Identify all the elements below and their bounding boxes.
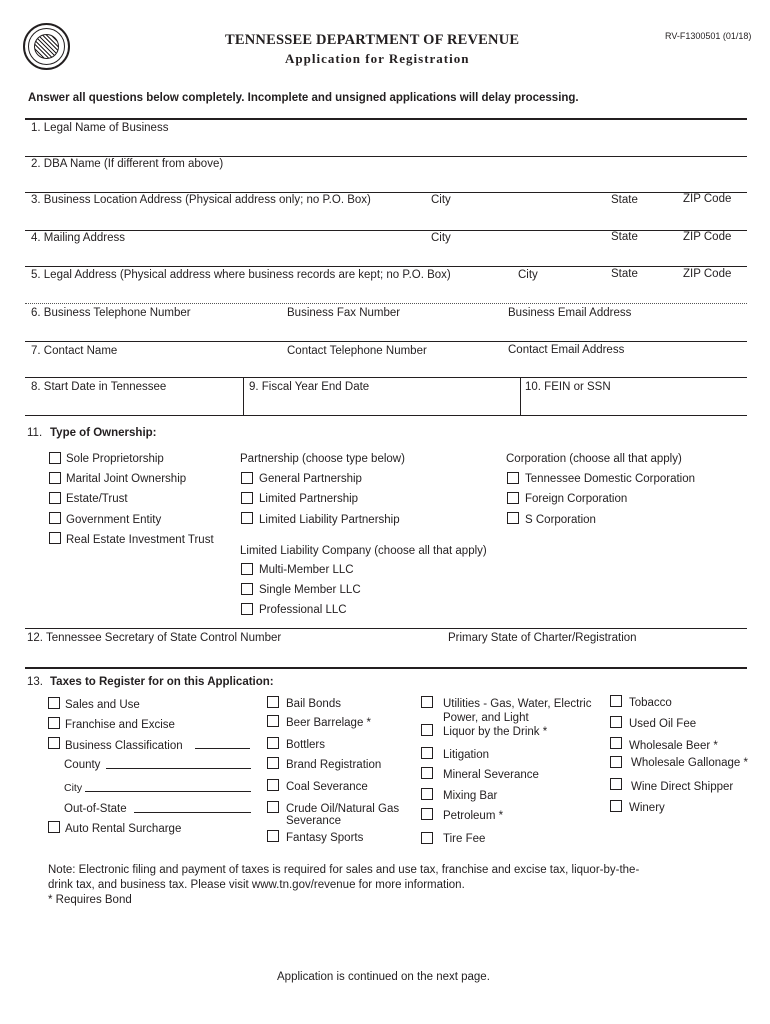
general-partnership-checkbox[interactable] bbox=[241, 472, 253, 484]
section-rule bbox=[25, 667, 747, 669]
franchise-excise-checkbox[interactable] bbox=[48, 717, 60, 729]
row-divider bbox=[25, 192, 747, 193]
note-line-2 bbox=[48, 879, 465, 891]
corporation-heading: Corporation (choose all that apply) bbox=[506, 453, 682, 465]
ownership-heading: Type of Ownership: bbox=[50, 427, 157, 439]
city-label: City bbox=[64, 782, 83, 794]
row-divider bbox=[25, 341, 747, 342]
business-classification-checkbox[interactable] bbox=[48, 737, 60, 749]
start-date-label: 8. Start Date in Tennessee bbox=[31, 381, 167, 393]
beer-barrelage-checkbox[interactable] bbox=[267, 715, 279, 727]
mailing-address-label: 4. Mailing Address bbox=[31, 232, 125, 244]
legal-state-label: State bbox=[611, 268, 638, 280]
taxes-number: 13. bbox=[27, 676, 43, 688]
contact-phone-label: Contact Telephone Number bbox=[287, 345, 427, 357]
instructions: Answer all questions below completely. Incomplete and unsigned applications will delay processing. bbox=[28, 92, 579, 104]
legal-name-label: 1. Legal Name of Business bbox=[31, 122, 169, 134]
cell-divider bbox=[243, 377, 244, 415]
row-divider bbox=[25, 415, 747, 416]
estate-trust-checkbox[interactable] bbox=[49, 492, 61, 504]
single-member-llc-checkbox[interactable] bbox=[241, 583, 253, 595]
fantasy-sports-label: Fantasy Sports bbox=[286, 832, 364, 844]
business-phone-label: 6. Business Telephone Number bbox=[31, 307, 191, 319]
location-state-label: State bbox=[611, 194, 638, 206]
s-corp-label: S Corporation bbox=[525, 514, 596, 526]
wholesale-gallonage-label: Wholesale Gallonage * bbox=[631, 757, 748, 769]
liquor-checkbox[interactable] bbox=[421, 724, 433, 736]
out-of-state-label: Out-of-State bbox=[64, 803, 127, 815]
utilities-checkbox[interactable] bbox=[421, 696, 433, 708]
winery-label: Winery bbox=[629, 802, 665, 814]
general-partnership-label: General Partnership bbox=[259, 473, 362, 485]
partnership-heading: Partnership (choose type below) bbox=[240, 453, 405, 465]
petroleum-checkbox[interactable] bbox=[421, 808, 433, 820]
sales-use-checkbox[interactable] bbox=[48, 697, 60, 709]
used-oil-label: Used Oil Fee bbox=[629, 718, 697, 730]
top-rule bbox=[25, 118, 747, 120]
wine-direct-checkbox[interactable] bbox=[610, 778, 622, 790]
professional-llc-checkbox[interactable] bbox=[241, 603, 253, 615]
mineral-severance-checkbox[interactable] bbox=[421, 767, 433, 779]
state-seal bbox=[23, 23, 70, 70]
mineral-severance-label: Mineral Severance bbox=[443, 769, 539, 781]
cell-divider bbox=[520, 377, 521, 415]
reit-label: Real Estate Investment Trust bbox=[66, 534, 214, 546]
form-title: Application for Registration bbox=[285, 51, 470, 66]
used-oil-checkbox[interactable] bbox=[610, 716, 622, 728]
county-label: County bbox=[64, 759, 101, 771]
tn-domestic-corp-checkbox[interactable] bbox=[507, 472, 519, 484]
multi-member-llc-label: Multi-Member LLC bbox=[259, 564, 354, 576]
mixing-bar-label: Mixing Bar bbox=[443, 790, 498, 802]
franchise-excise-label: Franchise and Excise bbox=[65, 719, 175, 731]
government-entity-checkbox[interactable] bbox=[49, 512, 61, 524]
contact-email-label: Contact Email Address bbox=[508, 344, 625, 356]
petroleum-label: Petroleum * bbox=[443, 810, 504, 822]
single-member-llc-label: Single Member LLC bbox=[259, 584, 361, 596]
foreign-corp-checkbox[interactable] bbox=[507, 492, 519, 504]
note-text-a: drink tax, and business tax. Please visit bbox=[48, 879, 252, 891]
wholesale-gallonage-checkbox[interactable] bbox=[610, 756, 622, 768]
note-line-1: Note: Electronic filing and payment of taxes is required for sales and use tax, franchise and excise tax, liquor-by-the- bbox=[48, 864, 640, 876]
marital-joint-checkbox[interactable] bbox=[49, 472, 61, 484]
city-line[interactable] bbox=[85, 791, 251, 792]
row-divider bbox=[25, 156, 747, 157]
llp-checkbox[interactable] bbox=[241, 512, 253, 524]
fiscal-year-label: 9. Fiscal Year End Date bbox=[249, 381, 370, 393]
mailing-state-label: State bbox=[611, 231, 638, 243]
fein-label: 10. FEIN or SSN bbox=[525, 381, 611, 393]
winery-checkbox[interactable] bbox=[610, 800, 622, 812]
location-zip-label: ZIP Code bbox=[683, 193, 732, 205]
wholesale-beer-checkbox[interactable] bbox=[610, 737, 622, 749]
mailing-city-label: City bbox=[431, 232, 451, 244]
tn-domestic-corp-label: Tennessee Domestic Corporation bbox=[525, 473, 696, 485]
sales-use-label: Sales and Use bbox=[65, 699, 140, 711]
liquor-label: Liquor by the Drink * bbox=[443, 726, 548, 738]
tobacco-checkbox[interactable] bbox=[610, 695, 622, 707]
foreign-corp-label: Foreign Corporation bbox=[525, 493, 628, 505]
utilities-label: Utilities - Gas, Water, Electric bbox=[443, 698, 592, 710]
county-line[interactable] bbox=[106, 768, 251, 769]
coal-severance-checkbox[interactable] bbox=[267, 779, 279, 791]
mixing-bar-checkbox[interactable] bbox=[421, 788, 433, 800]
requires-bond-note: * Requires Bond bbox=[48, 894, 132, 906]
tire-fee-checkbox[interactable] bbox=[421, 832, 433, 844]
seal-emblem-icon bbox=[34, 34, 59, 59]
brand-registration-checkbox[interactable] bbox=[267, 757, 279, 769]
litigation-checkbox[interactable] bbox=[421, 747, 433, 759]
tire-fee-label: Tire Fee bbox=[443, 833, 486, 845]
contact-name-label: 7. Contact Name bbox=[31, 345, 118, 357]
crude-oil-label: Crude Oil/Natural Gas bbox=[286, 803, 400, 815]
revenue-link[interactable]: www.tn.gov/revenue bbox=[251, 879, 356, 891]
footer-continued: Application is continued on the next page. bbox=[277, 971, 490, 983]
row-divider bbox=[25, 266, 747, 267]
litigation-label: Litigation bbox=[443, 749, 490, 761]
sole-proprietorship-label: Sole Proprietorship bbox=[66, 453, 164, 465]
estate-trust-label: Estate/Trust bbox=[66, 493, 128, 505]
crude-oil-severance-label: Severance bbox=[286, 815, 341, 827]
bail-bonds-label: Bail Bonds bbox=[286, 698, 341, 710]
tobacco-label: Tobacco bbox=[629, 697, 672, 709]
legal-city-label: City bbox=[518, 269, 538, 281]
business-classification-line[interactable] bbox=[195, 748, 250, 749]
multi-member-llc-checkbox[interactable] bbox=[241, 563, 253, 575]
auto-rental-checkbox[interactable] bbox=[48, 821, 60, 833]
row-divider bbox=[25, 377, 747, 378]
out-of-state-line[interactable] bbox=[134, 812, 251, 813]
legal-zip-label: ZIP Code bbox=[683, 268, 732, 280]
row-divider bbox=[25, 628, 747, 629]
wine-direct-label: Wine Direct Shipper bbox=[631, 781, 734, 793]
fantasy-sports-checkbox[interactable] bbox=[267, 830, 279, 842]
bottlers-label: Bottlers bbox=[286, 739, 325, 751]
note-text-b: for more information. bbox=[355, 879, 465, 891]
utilities-label-2: Power, and Light bbox=[443, 712, 529, 724]
mailing-zip-label: ZIP Code bbox=[683, 231, 732, 243]
coal-severance-label: Coal Severance bbox=[286, 781, 368, 793]
ownership-number: 11. bbox=[27, 427, 43, 439]
legal-address-label: 5. Legal Address (Physical address where business records are kept; no P.O. Box) bbox=[31, 269, 451, 281]
form-number: RV-F1300501 (01/18) bbox=[665, 31, 752, 41]
bottlers-checkbox[interactable] bbox=[267, 737, 279, 749]
auto-rental-label: Auto Rental Surcharge bbox=[65, 823, 182, 835]
wholesale-beer-label: Wholesale Beer * bbox=[629, 740, 718, 752]
sos-control-label: 12. Tennessee Secretary of State Control Number bbox=[27, 632, 282, 644]
limited-partnership-checkbox[interactable] bbox=[241, 492, 253, 504]
bail-bonds-checkbox[interactable] bbox=[267, 696, 279, 708]
business-email-label: Business Email Address bbox=[508, 307, 632, 319]
sole-proprietorship-checkbox[interactable] bbox=[49, 452, 61, 464]
taxes-heading: Taxes to Register for on this Application: bbox=[50, 676, 274, 688]
row-divider bbox=[25, 230, 747, 231]
s-corp-checkbox[interactable] bbox=[507, 512, 519, 524]
business-location-label: 3. Business Location Address (Physical address only; no P.O. Box) bbox=[31, 194, 371, 206]
dba-name-label: 2. DBA Name (If different from above) bbox=[31, 158, 224, 170]
department-name: TENNESSEE DEPARTMENT OF REVENUE bbox=[225, 32, 520, 48]
professional-llc-label: Professional LLC bbox=[259, 604, 347, 616]
location-city-label: City bbox=[431, 194, 451, 206]
llc-heading: Limited Liability Company (choose all that apply) bbox=[240, 545, 487, 557]
marital-joint-label: Marital Joint Ownership bbox=[66, 473, 187, 485]
business-classification-label: Business Classification bbox=[65, 740, 183, 752]
llp-label: Limited Liability Partnership bbox=[259, 514, 400, 526]
beer-barrelage-label: Beer Barrelage * bbox=[286, 717, 372, 729]
business-fax-label: Business Fax Number bbox=[287, 307, 401, 319]
primary-state-label: Primary State of Charter/Registration bbox=[448, 632, 637, 644]
brand-registration-label: Brand Registration bbox=[286, 759, 382, 771]
government-entity-label: Government Entity bbox=[66, 514, 162, 526]
crude-oil-checkbox[interactable] bbox=[267, 801, 279, 813]
reit-checkbox[interactable] bbox=[49, 532, 61, 544]
limited-partnership-label: Limited Partnership bbox=[259, 493, 359, 505]
row-divider-dotted bbox=[25, 303, 747, 304]
